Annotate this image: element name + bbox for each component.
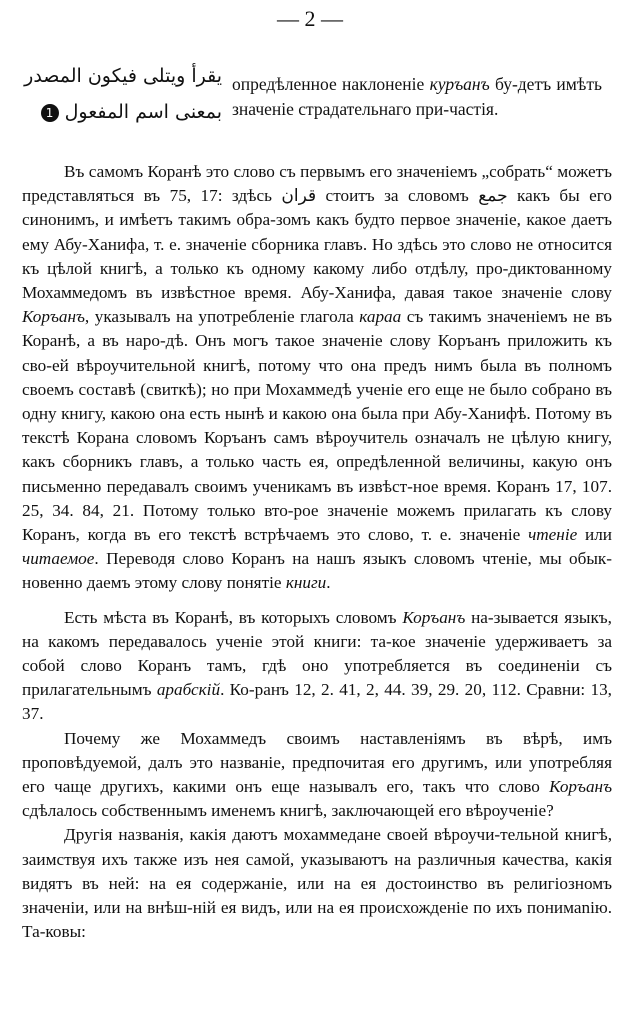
p2-e: . Ко-ранъ 12, 2. 41, 2, 44. 39, 29. 20, 112. Сравни: 13, 37. (22, 680, 612, 724)
p1-l: книги (285, 573, 327, 593)
p1-m: . (326, 573, 331, 593)
p3-c: сдѣлалось собственнымъ именемъ книгѣ, заключающей его вѣроученіе? (22, 801, 554, 821)
paragraph-4 (22, 823, 612, 944)
p1-b: стоитъ за словомъ (316, 186, 479, 206)
p1-i: или (577, 525, 612, 545)
p1-h: чтеніе (528, 525, 578, 545)
p1-arabic-jam: جمع (478, 186, 508, 207)
p3-a: Почему же Мохаммедъ своимъ наставленіямъ въ вѣрѣ, имъ проповѣдуемой, далъ это названіе, предпочитая его другимъ, или употребляя его чаще другихъ, какими онъ еще называлъ его, такъ что слово (22, 728, 612, 797)
p1-e: , указывалъ на употребленіе глагола (84, 307, 360, 327)
margin-arabic-line-1: يقرأ ويتلى فيكون المصدر (24, 65, 222, 87)
footnote-mark: 1 (41, 104, 59, 122)
top-italic-qurhan: куръанъ (429, 74, 490, 94)
top-text-3: бу-детъ имѣть значеніе страдательнаго при-частія. (232, 74, 602, 119)
p2-b: Коръанъ (402, 607, 466, 627)
p1-k: . Переводя слово Коранъ на нашъ языкъ словомъ чтеніе, мы обык-новенно даемъ этому слову понятіе (22, 549, 612, 593)
p2-d: арабскій (156, 680, 221, 700)
p1-g: съ такимъ значеніемъ не въ Коранѣ, а въ наро-дѣ. Онъ могъ такое значеніе слову Коръанъ приложить къ сво-ей вѣроучительной книгѣ, потому что она предъ нимъ была въ полномъ своемъ составѣ (свиткѣ); но при Мохаммедѣ ученіе его еще не было собрано въ одну книгу, какою она есть нынѣ и какою она была при Абу-Ханифѣ. Потому въ текстѣ Корана словомъ Коръанъ самъ вѣроучитель означалъ не цѣлую книгу, какъ сборникъ главъ, а только часть ея, опредѣленной величины, какую онъ письменно передавалъ своимъ ученикамъ въ извѣст-ное время. Коранъ 17, 107. 25, 34. 84, 21. Потому только вто-рое значеніе можемъ прилагать къ слову Коранъ, когда въ его текстѣ встрѣчаемъ это слово, т. е. значеніе (22, 307, 612, 545)
p3-b: Коръанъ (549, 777, 612, 797)
p1-c: какъ бы его синонимъ, и имѣетъ такимъ обра-зомъ какъ будто первое значеніе, какое даетъ ему Абу-Ханифа, т. е. значеніе сборника главъ. Но здѣсь это слово не относится къ цѣлой книгѣ, а только къ одному какому либо отдѣлу, про-диктованному Мохаммедомъ въ извѣстное время. Абу-Ханифа, давая такое значеніе слову (22, 186, 613, 303)
margin-arabic-note (22, 62, 222, 126)
paragraph-3 (22, 727, 612, 824)
p1-d: Коръанъ (22, 307, 85, 327)
p1-arabic-quran: قران (281, 186, 317, 207)
margin-arabic-line-2 (22, 98, 222, 126)
margin-arabic-line-2-text: بمعنى اسم المفعول (64, 101, 222, 123)
p4-a: Другія названія, какія даютъ мохаммедане своей вѣроучи-тельной книгѣ, заимствуя ихъ также изъ нея самой, указываютъ на различныя качества, какія видятъ въ ней: на ея содержаніе, или на ея достоинство въ религіозномъ значеніи, или на внѣш-ній ея видъ, или на ея происхожденіе по ихъ понимаnію. Та-ковы: (22, 825, 612, 942)
p1-j: читаемое (22, 549, 95, 569)
top-text-1: опредѣленное наклоненіе (232, 74, 430, 94)
p2-a: Есть мѣста въ Коранѣ, въ которыхъ словомъ (64, 607, 403, 627)
paragraph-2 (22, 606, 612, 727)
p1-f: караа (359, 307, 402, 327)
p1-a: Въ самомъ Коранѣ это слово съ первымъ его значеніемъ „собрать“ можетъ представляться въ 75, 17: здѣсь (22, 162, 612, 206)
page-number: — 2 — (277, 6, 343, 31)
paragraph-1 (22, 160, 612, 596)
top-paragraph (232, 72, 602, 122)
body-text (22, 160, 612, 945)
p2-c: на-зывается языкъ, на какомъ передавалось ученіе этой книги: та-кое значеніе удерживаетъ за собой слово Коранъ тамъ, гдѣ оно употребляется въ соединеніи съ прилагательнымъ (22, 607, 612, 700)
